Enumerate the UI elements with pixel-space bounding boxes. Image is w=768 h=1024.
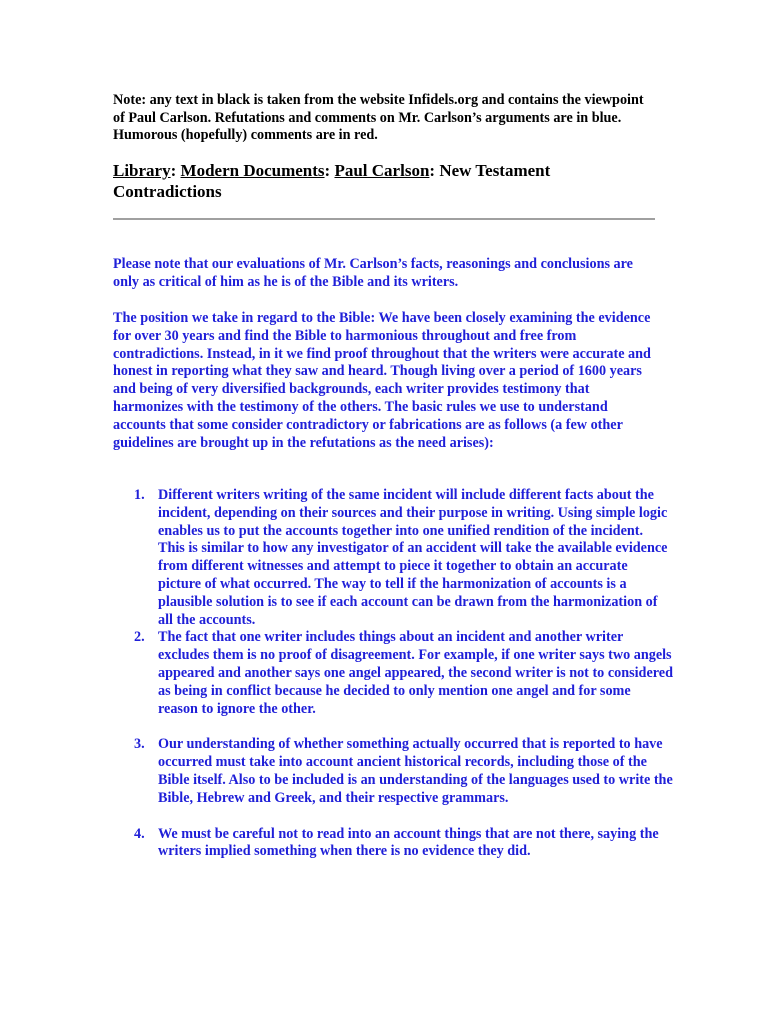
page-title [113, 160, 658, 202]
list-item-number: 4. [134, 825, 145, 842]
list-item [113, 736, 673, 807]
horizontal-divider [113, 218, 655, 220]
color-key-note: Note: any text in black is taken from the website Infidels.org and contains the viewpoint of Paul Carlson. Refutations and comments on Mr. Carlson’s arguments are in blue. Humorous (hopefully) comments are in red. [113, 92, 644, 143]
list-item-text: Our understanding of whether something actually occurred that is reported to have occurred must take into account ancient historical records, including those of the Bible itself. Also to be included is an understanding of the languages used to write the Bible, Hebrew and Greek, and their respective grammars. [158, 736, 673, 806]
list-item-number: 3. [134, 736, 145, 753]
breadcrumb-paul-carlson-link[interactable]: Paul Carlson [334, 161, 430, 180]
list-item-text: The fact that one writer includes things about an incident and another writer excludes them is no proof of disagreement. For example, if one writer says two angels appeared and another says one angel appeared, the second writer is not to considered as being in conflict because he decided to only mention one angel and for some reason to ignore the other. [158, 629, 673, 717]
list-item [113, 826, 673, 862]
breadcrumb-modern-documents-link[interactable]: Modern Documents [180, 161, 325, 180]
breadcrumb-library-link[interactable]: Library [113, 161, 171, 180]
breadcrumb-separator: : [170, 161, 181, 180]
rules-list [113, 487, 673, 861]
document-title: New Testament Contradictions [113, 161, 551, 201]
list-item-text: Different writers writing of the same incident will include different facts about the incident, depending on their sources and their purpose in writing. Using simple logic enables us to put the accounts together into one unified rendition of the incident. This is similar to how any investigator of an accident will take the available evidence from different witnesses and attempt to piece it together to obtain an accurate picture of what occurred. The way to tell if the harmonization of accounts is a plausible solution is to see if each account can be drawn from the harmonization of all the accounts. [158, 487, 668, 628]
position-paragraph: The position we take in regard to the Bible: We have been closely examining the evidence for over 30 years and find the Bible to harmonious throughout and free from contradictions. Instead, in it we find proof throughout that the writers were accurate and honest in reporting what they saw and heard. Though living over a period of 1600 years and being of very diversified backgrounds, each writer provides testimony that harmonizes with the testimony of the others. The basic rules we use to understand accounts that some consider contradictory or fabrications are as follows (a few other guidelines are brought up in the refutations as the need arises): [113, 310, 651, 451]
intro-paragraph: Please note that our evaluations of Mr. Carlson’s facts, reasonings and conclusions are only as critical of him as he is of the Bible and its writers. [113, 256, 633, 290]
list-item-number: 2. [134, 629, 145, 646]
list-item-number: 1. [134, 487, 145, 503]
list-item [113, 629, 673, 718]
breadcrumb-separator: : [429, 161, 440, 180]
list-item [113, 487, 673, 629]
list-item-text: We must be careful not to read into an account things that are not there, saying the writers implied something when there is no evidence they did. [158, 825, 659, 860]
breadcrumb-separator: : [324, 161, 335, 180]
